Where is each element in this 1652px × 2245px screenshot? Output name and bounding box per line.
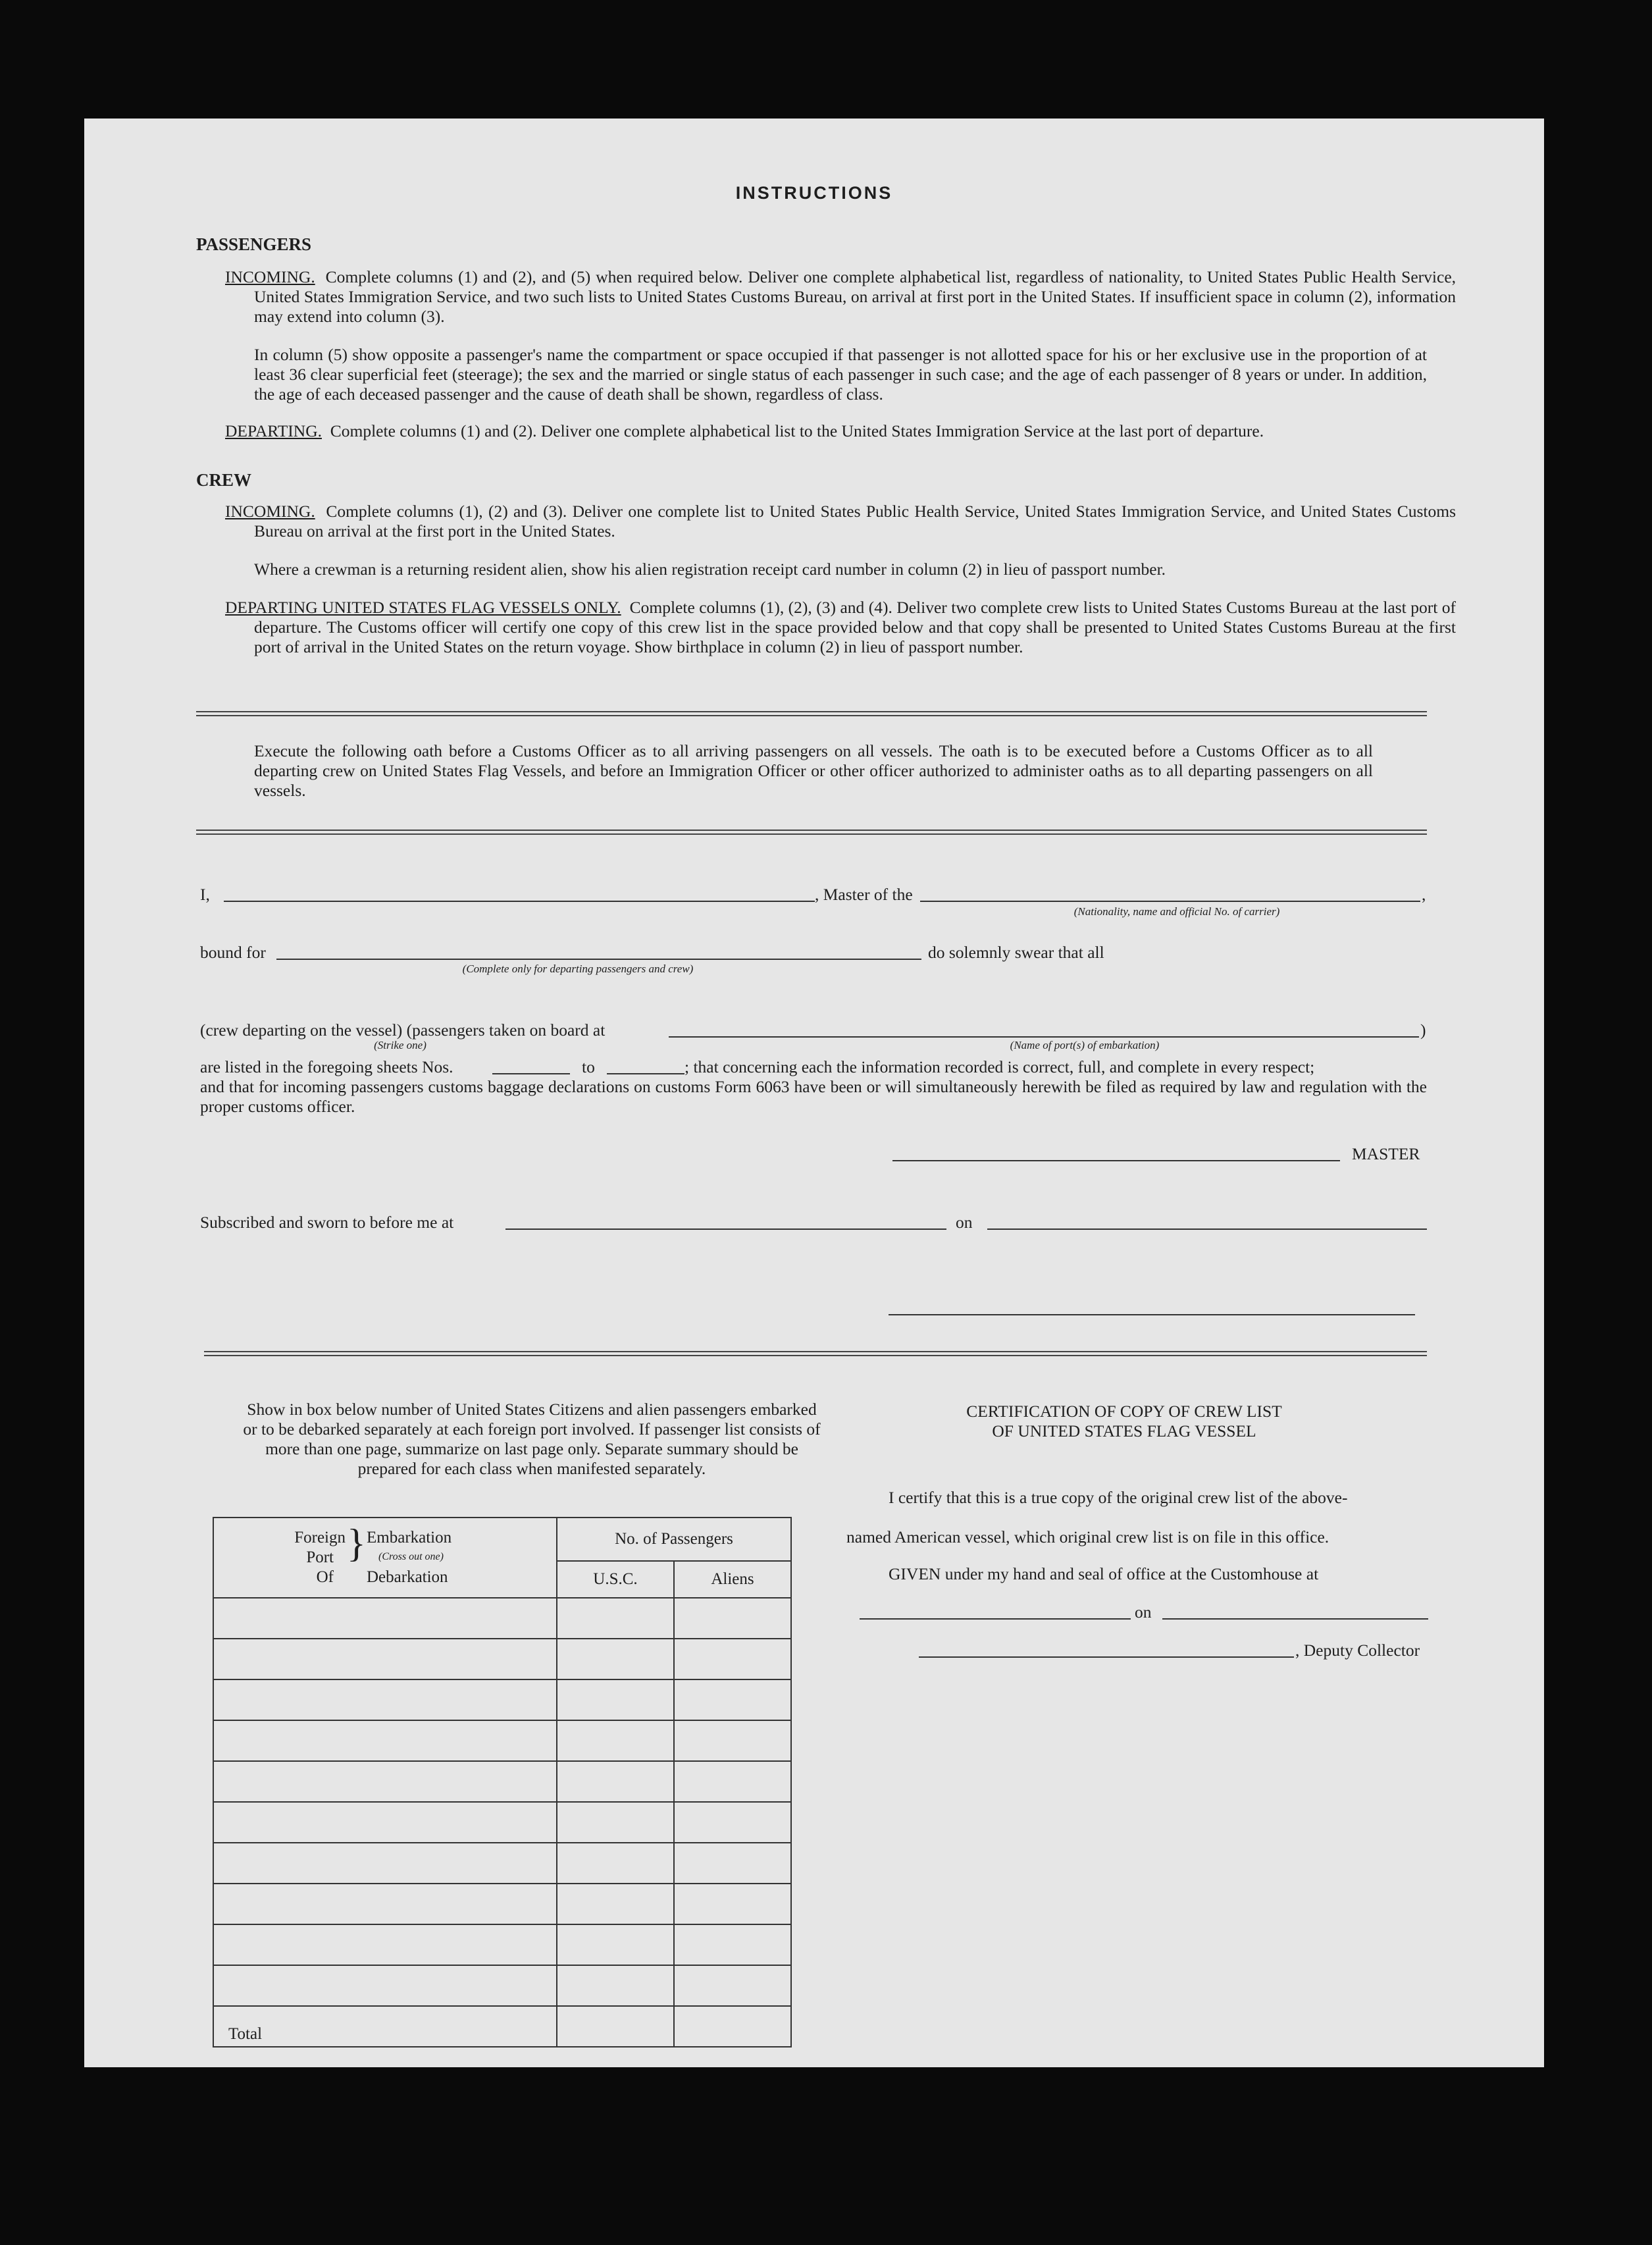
divider — [196, 711, 1427, 716]
foreign-label: Foreign — [294, 1529, 346, 1546]
table-row[interactable] — [213, 1639, 557, 1679]
embarkation-label: Embarkation — [367, 1529, 452, 1546]
port-label: Port — [306, 1548, 334, 1566]
port-of-embarkation-field[interactable] — [669, 1036, 1419, 1038]
form-sheet — [84, 119, 1544, 2067]
divider — [204, 1351, 1427, 1356]
sworn-date-field[interactable] — [987, 1228, 1427, 1230]
oath-i-label: I, — [200, 885, 210, 904]
table-row[interactable] — [213, 1720, 557, 1761]
carrier-field[interactable] — [920, 901, 1420, 902]
certification-title-2: OF UNITED STATES FLAG VESSEL — [992, 1421, 1256, 1440]
master-of-label: , Master of the — [815, 885, 913, 904]
sheet-from-field[interactable] — [492, 1073, 570, 1074]
table-row[interactable] — [557, 1761, 674, 1802]
passenger-summary-table — [213, 1517, 792, 2047]
table-row[interactable] — [674, 1761, 791, 1802]
bound-for-label: bound for — [200, 943, 266, 962]
table-row[interactable] — [557, 1843, 674, 1884]
table-row[interactable] — [213, 1761, 557, 1802]
crew-resident-paragraph: Where a crewman is a returning resident alien, show his alien registration receipt card number in column (2) in lieu of passport number. — [254, 560, 1166, 579]
of-label: Of — [316, 1568, 334, 1586]
table-row[interactable] — [674, 1965, 791, 2006]
table-row[interactable] — [674, 1639, 791, 1679]
usc-header: U.S.C. — [557, 1561, 674, 1598]
certify-line-1: I certify that this is a true copy of the original crew list of the above- — [889, 1488, 1348, 1507]
passengers-incoming-paragraph — [225, 267, 1456, 327]
deputy-signature-field[interactable] — [919, 1656, 1294, 1658]
comma-label: , — [1422, 885, 1426, 904]
table-row[interactable] — [213, 1884, 557, 1924]
oath-intro-paragraph: Execute the following oath before a Customs Officer as to all arriving passengers on all vessels. The oath is to be executed before a Customs Officer as to all departing crew on United States Flag Vessels, and before an Immigration Officer or other officer authorized to administer oaths as to all departing passengers on all vessels. — [254, 741, 1373, 800]
crew-incoming-heading: INCOMING. — [225, 502, 315, 521]
table-row[interactable] — [213, 1924, 557, 1965]
divider — [196, 830, 1427, 835]
instructions-title: INSTRUCTIONS — [735, 183, 893, 203]
officer-signature-field[interactable] — [889, 1314, 1415, 1315]
listed-label: are listed in the foregoing sheets Nos. — [200, 1057, 453, 1076]
certification-title-1: CERTIFICATION OF COPY OF CREW LIST — [966, 1402, 1282, 1421]
no-passengers-header: No. of Passengers — [557, 1518, 791, 1561]
certify-line-3: GIVEN under my hand and seal of office at the Customhouse at — [889, 1564, 1319, 1583]
passengers-departing-heading: DEPARTING. — [225, 421, 322, 440]
subscribed-label: Subscribed and sworn to before me at — [200, 1213, 454, 1232]
sheet-to-field[interactable] — [607, 1073, 684, 1074]
table-row[interactable] — [674, 1720, 791, 1761]
cross-out-caption: (Cross out one) — [378, 1551, 444, 1562]
crew-departing-paragraph — [225, 598, 1456, 657]
close-paren-label: ) — [1420, 1020, 1426, 1040]
listed-c-text: and that for incoming passengers customs baggage declarations on customs Form 6063 have been or will simultaneously herewith be filed as required by law and regulation with the proper customs officer. — [200, 1077, 1427, 1116]
sworn-on-label: on — [956, 1213, 973, 1232]
crew-incoming-paragraph — [225, 502, 1456, 541]
aliens-header: Aliens — [674, 1561, 791, 1598]
crew-departing-heading: DEPARTING UNITED STATES FLAG VESSELS ONLY. — [225, 598, 621, 617]
nationality-caption: (Nationality, name and official No. of carrier) — [1073, 905, 1280, 918]
table-row[interactable] — [557, 1924, 674, 1965]
crew-departing-label: (crew departing on the vessel) (passengers taken on board at — [200, 1020, 606, 1040]
table-row[interactable] — [213, 1843, 557, 1884]
passengers-departing-paragraph — [225, 421, 1427, 441]
passengers-column5-paragraph: In column (5) show opposite a passenger's name the compartment or space occupied if that passenger is not allotted space for his or her exclusive use in the proportion of at least 36 clear superficial feet (steerage); the sex and the married or single status of each passenger in such case; and the age of each passenger of 8 years or under. In addition, the age of each deceased passenger and the cause of death shall be shown, regardless of class. — [254, 345, 1427, 404]
passengers-departing-text: Complete columns (1) and (2). Deliver one complete alphabetical list to the United States Immigration Service at the last port of departure. — [330, 421, 1264, 440]
certify-on-label: on — [1135, 1602, 1152, 1622]
crew-heading: CREW — [196, 470, 252, 490]
debarkation-label: Debarkation — [367, 1568, 448, 1586]
port-header-cell — [213, 1518, 557, 1598]
table-row[interactable] — [557, 1965, 674, 2006]
table-row[interactable] — [213, 1802, 557, 1843]
passengers-incoming-text: Complete columns (1) and (2), and (5) when required below. Deliver one complete alphabetical list, regardless of nationality, to United States Public Health Service, United States Immigration Service, and two such lists to United States Customs Bureau, on arrival at first port in the United States. If insufficient space in column (2), information may extend into column (3). — [254, 267, 1457, 326]
table-row[interactable] — [557, 1720, 674, 1761]
listed-b-text: ; that concerning each the information recorded is correct, full, and complete in every respect; — [684, 1057, 1315, 1076]
strike-caption: (Strike one) — [374, 1039, 426, 1051]
certify-line-2: named American vessel, which original crew list is on file in this office. — [846, 1527, 1329, 1546]
to-label: to — [582, 1057, 595, 1076]
bound-for-field[interactable] — [276, 959, 921, 960]
port-caption: (Name of port(s) of embarkation) — [1010, 1039, 1160, 1051]
table-row[interactable] — [674, 1843, 791, 1884]
master-name-field[interactable] — [224, 901, 815, 902]
total-usc-cell[interactable] — [557, 2006, 674, 2047]
table-row[interactable] — [674, 1884, 791, 1924]
table-row[interactable] — [557, 1802, 674, 1843]
table-row[interactable] — [557, 1639, 674, 1679]
table-row[interactable] — [557, 1679, 674, 1720]
customhouse-field[interactable] — [860, 1618, 1131, 1620]
crew-incoming-text: Complete columns (1), (2) and (3). Deliver one complete list to United States Public Health Service, United States Immigration Service, and United States Customs Bureau on arrival at the first port in the United States. — [254, 502, 1457, 541]
total-aliens-cell[interactable] — [674, 2006, 791, 2047]
swear-label: do solemnly swear that all — [928, 943, 1104, 962]
total-label: Total — [213, 2006, 557, 2047]
table-row[interactable] — [213, 1965, 557, 2006]
table-row[interactable] — [213, 1598, 557, 1639]
crew-departing-text: Complete columns (1), (2), (3) and (4). Deliver two complete crew lists to United States Customs Bureau at the last port of departure. The Customs officer will certify one copy of this crew list in the space provided below and that copy shall be presented to United States Customs Bureau at the first port of arrival in the United States on the return voyage. Show birthplace in column (2) in lieu of passport number. — [254, 598, 1456, 656]
table-row[interactable] — [674, 1924, 791, 1965]
passengers-incoming-heading: INCOMING. — [225, 267, 315, 286]
bound-caption: (Complete only for departing passengers and crew) — [462, 963, 694, 975]
master-label: MASTER — [1352, 1144, 1420, 1163]
table-row[interactable] — [557, 1598, 674, 1639]
certify-date-field[interactable] — [1162, 1618, 1428, 1620]
table-row[interactable] — [213, 1679, 557, 1720]
summary-paragraph: Show in box below number of United States Citizens and alien passengers embarked or to be debarked separately at each foreign port involved. If passenger list consists of more than one page, summarize on last page only. Separate summary should be prepared for each class when manifested separately. — [243, 1400, 821, 1478]
table-row[interactable] — [674, 1598, 791, 1639]
deputy-collector-label: , Deputy Collector — [1295, 1641, 1420, 1660]
passengers-heading: PASSENGERS — [196, 234, 312, 254]
master-signature-field[interactable] — [892, 1160, 1340, 1161]
sworn-at-field[interactable] — [505, 1228, 946, 1230]
table-row[interactable] — [674, 1802, 791, 1843]
brace-icon: } — [347, 1521, 366, 1565]
table-row[interactable] — [674, 1679, 791, 1720]
table-row[interactable] — [557, 1884, 674, 1924]
